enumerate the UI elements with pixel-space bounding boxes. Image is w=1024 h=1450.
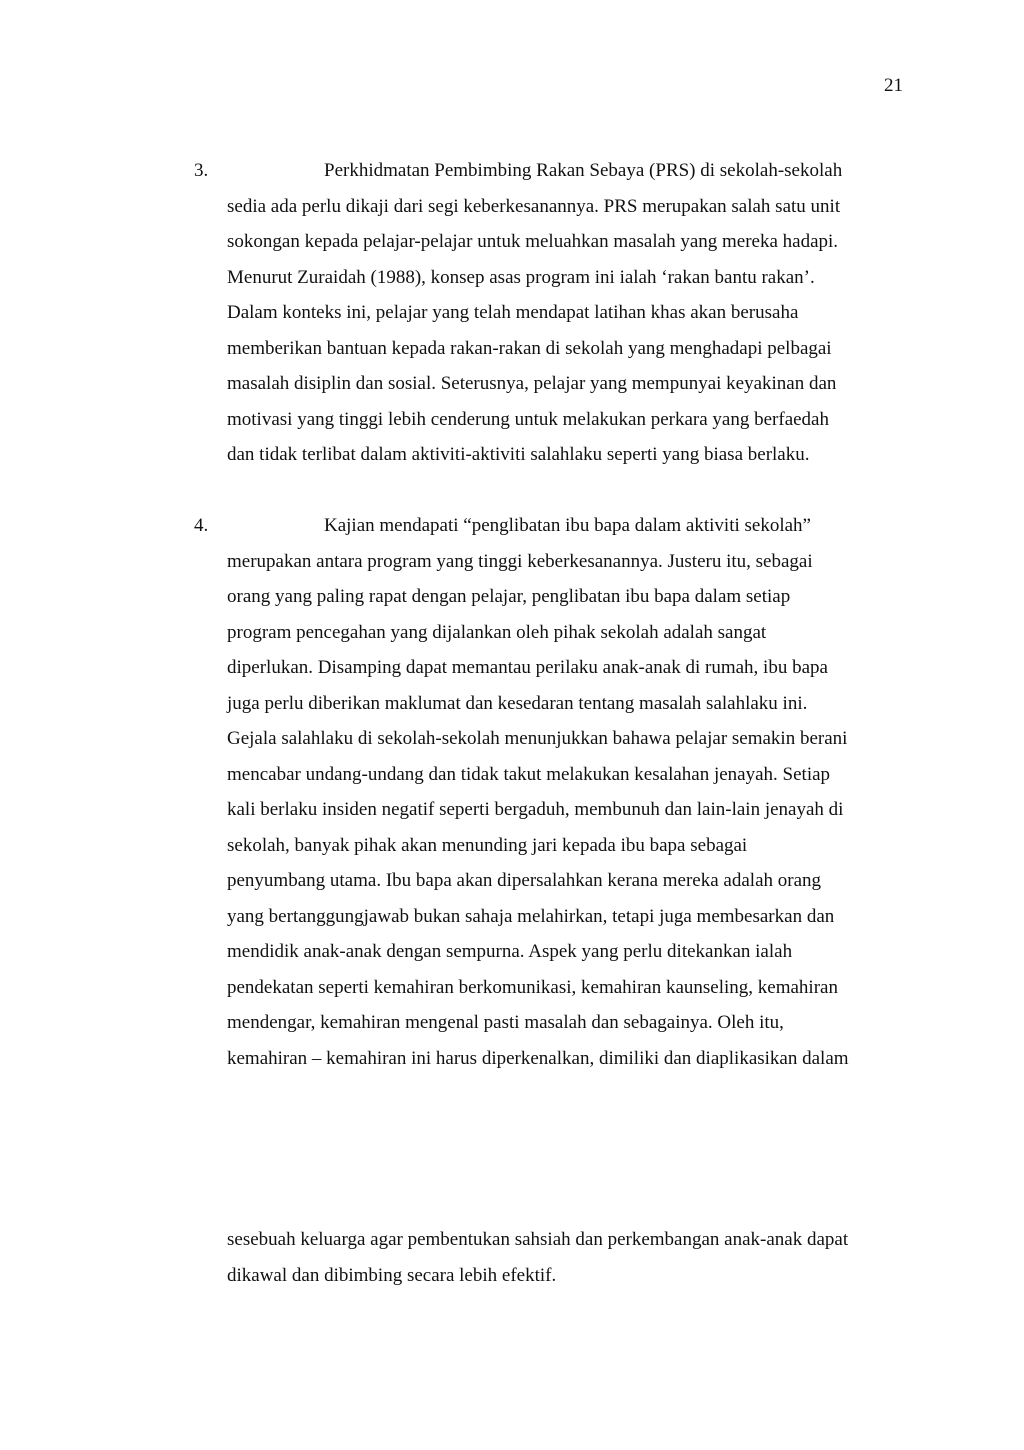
paragraph-line: Menurut Zuraidah (1988), konsep asas program ini ialah ‘rakan bantu rakan’. bbox=[227, 266, 815, 288]
paragraph-line: mencabar undang-undang dan tidak takut melakukan kesalahan jenayah. Setiap bbox=[227, 763, 831, 785]
paragraph-line: penyumbang utama. Ibu bapa akan dipersalahkan kerana mereka adalah orang bbox=[227, 870, 822, 891]
list-item-4 bbox=[194, 508, 914, 1076]
paragraph-line: juga perlu diberikan maklumat dan kesedaran tentang masalah salahlaku ini. bbox=[227, 692, 808, 714]
continuation-paragraph bbox=[194, 1222, 914, 1293]
paragraph-line: mendidik anak-anak dengan sempurna. Aspek yang perlu ditekankan ialah bbox=[227, 941, 793, 962]
paragraph-line: sekolah, banyak pihak akan menunding jari kepada ibu bapa sebagai bbox=[227, 834, 748, 856]
page-number: 21 bbox=[884, 75, 903, 96]
paragraph-line: pendekatan seperti kemahiran berkomunikasi, kemahiran kaunseling, kemahiran bbox=[227, 976, 838, 998]
list-item-number: 3. bbox=[194, 160, 209, 181]
paragraph-line: Kajian mendapati “penglibatan ibu bapa dalam aktiviti sekolah” bbox=[324, 515, 811, 536]
paragraph-line: Gejala salahlaku di sekolah-sekolah menunjukkan bahawa pelajar semakin berani bbox=[227, 728, 848, 749]
list-item-3 bbox=[194, 153, 914, 473]
paragraph-line: dan tidak terlibat dalam aktiviti-aktiviti salahlaku seperti yang biasa berlaku. bbox=[227, 444, 810, 465]
paragraph-line: diperlukan. Disamping dapat memantau perilaku anak-anak di rumah, ibu bapa bbox=[227, 657, 828, 678]
paragraph-line: sesebuah keluarga agar pembentukan sahsiah dan perkembangan anak-anak dapat bbox=[227, 1229, 849, 1250]
paragraph-line: motivasi yang tinggi lebih cenderung untuk melakukan perkara yang berfaedah bbox=[227, 408, 829, 430]
paragraph-line: program pencegahan yang dijalankan oleh pihak sekolah adalah sangat bbox=[227, 621, 767, 643]
paragraph-line: sokongan kepada pelajar-pelajar untuk meluahkan masalah yang mereka hadapi. bbox=[227, 231, 839, 252]
paragraph-line: masalah disiplin dan sosial. Seterusnya, pelajar yang mempunyai keyakinan dan bbox=[227, 373, 837, 394]
paragraph-line: mendengar, kemahiran mengenal pasti masalah dan sebagainya. Oleh itu, bbox=[227, 1012, 784, 1033]
paragraph-line: memberikan bantuan kepada rakan-rakan di sekolah yang menghadapi pelbagai bbox=[227, 337, 832, 359]
paragraph-line: Dalam konteks ini, pelajar yang telah mendapat latihan khas akan berusaha bbox=[227, 302, 799, 323]
paragraph bbox=[227, 1222, 914, 1293]
paragraph-line: yang bertanggungjawab bukan sahaja melahirkan, tetapi juga membesarkan dan bbox=[227, 905, 835, 927]
paragraph-line: dikawal dan dibimbing secara lebih efektif. bbox=[227, 1264, 557, 1286]
paragraph bbox=[227, 153, 914, 473]
paragraph-line: orang yang paling rapat dengan pelajar, penglibatan ibu bapa dalam setiap bbox=[227, 586, 791, 607]
paragraph-line: merupakan antara program yang tinggi keberkesanannya. Justeru itu, sebagai bbox=[227, 550, 813, 572]
list-item-number: 4. bbox=[194, 515, 209, 536]
paragraph bbox=[227, 508, 914, 1076]
paragraph-line: kemahiran – kemahiran ini harus diperkenalkan, dimiliki dan diaplikasikan dalam bbox=[227, 1047, 849, 1069]
paragraph-line: sedia ada perlu dikaji dari segi keberkesanannya. PRS merupakan salah satu unit bbox=[227, 195, 841, 217]
paragraph-line: Perkhidmatan Pembimbing Rakan Sebaya (PRS) di sekolah-sekolah bbox=[324, 160, 843, 181]
paragraph-line: kali berlaku insiden negatif seperti bergaduh, membunuh dan lain-lain jenayah di bbox=[227, 799, 844, 820]
